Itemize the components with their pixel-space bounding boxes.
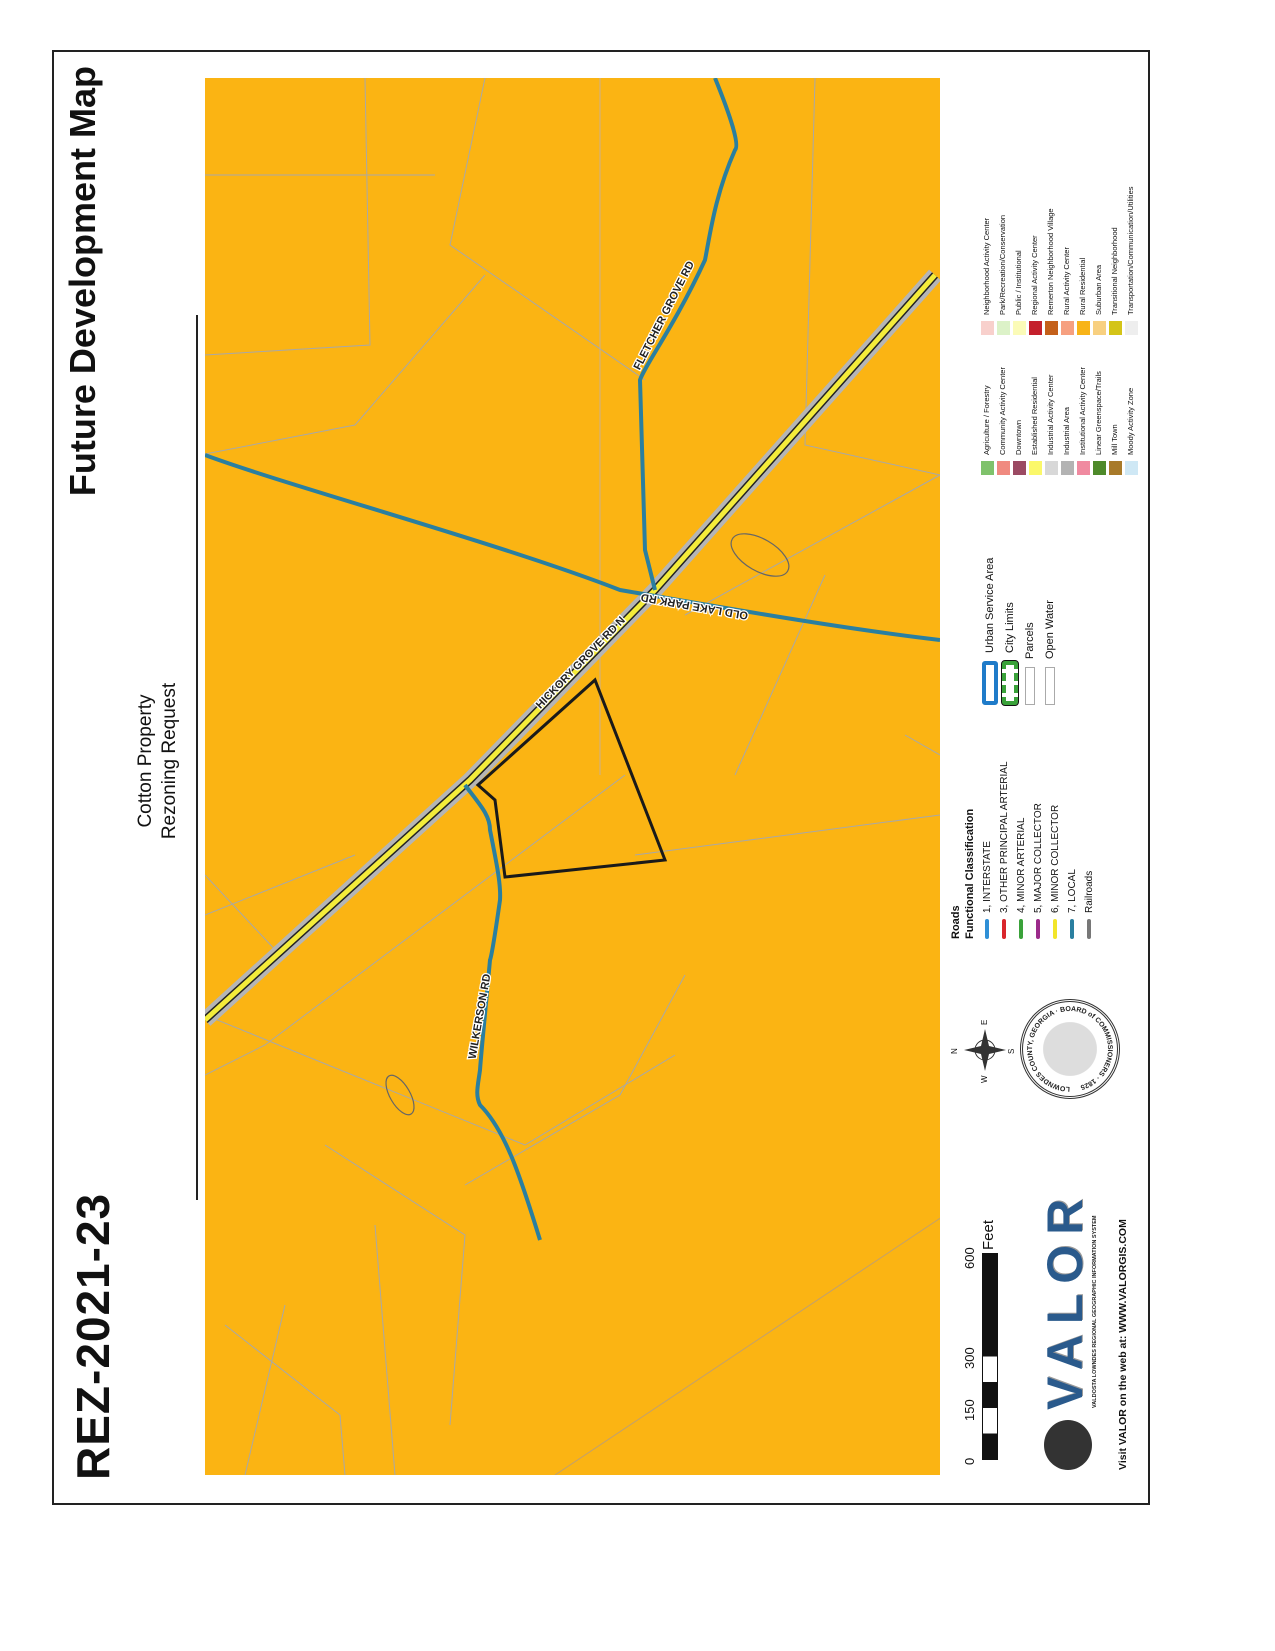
land-use-item bbox=[1044, 375, 1060, 475]
land-use-item bbox=[1092, 265, 1108, 335]
property-name: Cotton Property bbox=[135, 694, 156, 828]
land-use-label: Industrial Activity Center bbox=[1046, 374, 1055, 455]
land-use-item bbox=[1108, 227, 1124, 335]
map-canvas[interactable] bbox=[205, 78, 940, 1475]
road-class-label: 7, LOCAL bbox=[1067, 869, 1078, 913]
land-use-item bbox=[1076, 258, 1092, 335]
land-use-label: Public / Institutional bbox=[1014, 250, 1023, 315]
subject-parcel[interactable] bbox=[478, 680, 665, 877]
land-use-swatch bbox=[1077, 461, 1090, 475]
boundary-label: Urban Service Area bbox=[984, 557, 996, 653]
label-wilkerson: WILKERSON RD bbox=[466, 973, 494, 1060]
land-use-swatch bbox=[1045, 321, 1058, 335]
land-use-label: Downtown bbox=[1014, 419, 1023, 455]
road-old-lake-park[interactable] bbox=[205, 455, 940, 640]
road-class-label: Railroads bbox=[1084, 870, 1095, 913]
land-use-swatch bbox=[1093, 461, 1106, 475]
compass-rose-icon bbox=[950, 1019, 1016, 1083]
land-use-item bbox=[1028, 235, 1044, 335]
boundary-swatch bbox=[982, 661, 998, 705]
valor-logo-text: VALOR bbox=[1037, 1188, 1093, 1410]
title-rule bbox=[196, 315, 198, 1200]
road-line-swatch bbox=[1053, 919, 1057, 939]
land-use-swatch bbox=[1125, 461, 1138, 475]
land-use-item bbox=[1108, 424, 1124, 475]
scale-unit: Feet bbox=[980, 1219, 997, 1250]
label-hickory-grove: HICKORY GROVE RD N bbox=[533, 614, 628, 712]
land-use-swatch bbox=[1093, 321, 1106, 335]
road-class-item bbox=[1081, 709, 1098, 939]
land-use-item bbox=[1092, 371, 1108, 475]
land-use-item bbox=[1124, 186, 1140, 335]
road-line-swatch bbox=[1070, 919, 1074, 939]
land-use-legend-col2 bbox=[980, 135, 1145, 335]
boundary-legend bbox=[980, 505, 1060, 705]
boundary-item bbox=[980, 505, 1000, 705]
land-use-label: Regional Activity Center bbox=[1030, 235, 1039, 315]
land-use-label: Industrial Area bbox=[1062, 407, 1071, 455]
road-line-swatch bbox=[985, 919, 989, 939]
land-use-label: Rural Residential bbox=[1078, 257, 1087, 315]
road-class-item bbox=[979, 709, 996, 939]
boundary-item bbox=[1000, 505, 1020, 705]
valor-website-link[interactable]: Visit VALOR on the web at: WWW.VALORGIS.COM bbox=[1117, 1219, 1129, 1470]
road-class-label: 4, MINOR ARTERIAL bbox=[1016, 817, 1027, 913]
road-hickory-grove[interactable] bbox=[205, 275, 935, 1020]
road-class-label: 6, MINOR COLLECTOR bbox=[1050, 804, 1061, 913]
land-use-label: Agriculture / Forestry bbox=[982, 385, 991, 455]
land-use-label: Established Residential bbox=[1030, 377, 1039, 455]
boundary-label: Parcels bbox=[1024, 622, 1036, 659]
compass-s: S bbox=[1007, 1048, 1016, 1054]
land-use-swatch bbox=[981, 461, 994, 475]
land-use-label: Transportation/Communication/Utilities bbox=[1126, 186, 1135, 315]
label-fletcher-grove: FLETCHER GROVE RD bbox=[631, 259, 698, 373]
land-use-label: Institutional Activity Center bbox=[1078, 367, 1087, 455]
land-use-swatch bbox=[1061, 461, 1074, 475]
land-use-label: Park/Recreation/Conservation bbox=[998, 214, 1007, 315]
map-title: Future Development Map bbox=[62, 66, 103, 497]
land-use-swatch bbox=[1061, 321, 1074, 335]
road-class-item bbox=[1064, 709, 1081, 939]
boundary-swatch bbox=[1025, 667, 1035, 705]
pond bbox=[380, 1071, 419, 1119]
land-use-swatch bbox=[1077, 321, 1090, 335]
land-use-label: Rural Activity Center bbox=[1062, 247, 1071, 315]
land-use-label: Remerton Neighborhood Village bbox=[1046, 208, 1055, 315]
boundary-item bbox=[1040, 505, 1060, 705]
road-class-item bbox=[1030, 709, 1047, 939]
land-use-swatch bbox=[1109, 321, 1122, 335]
land-use-item bbox=[980, 385, 996, 475]
land-use-item bbox=[996, 367, 1012, 475]
scale-bar-graphic bbox=[982, 1253, 998, 1460]
land-use-label: Moody Activity Zone bbox=[1126, 387, 1135, 455]
roads-legend bbox=[950, 709, 1098, 939]
land-use-swatch bbox=[1109, 461, 1122, 475]
land-use-swatch bbox=[997, 461, 1010, 475]
svg-text:LOWNDES COUNTY, GEORGIA · BOAR bbox=[1027, 1006, 1113, 1092]
land-use-item bbox=[1028, 377, 1044, 475]
land-use-swatch bbox=[1125, 321, 1138, 335]
valor-logo bbox=[1036, 1170, 1106, 1470]
compass-n: N bbox=[950, 1048, 959, 1054]
land-use-swatch bbox=[1029, 321, 1042, 335]
land-use-swatch bbox=[1013, 461, 1026, 475]
request-type: Rezoning Request bbox=[159, 682, 180, 840]
land-use-item bbox=[980, 218, 996, 335]
land-use-label: Neighborhood Activity Center bbox=[982, 217, 991, 315]
compass-e: E bbox=[980, 1019, 989, 1025]
land-use-item bbox=[1012, 420, 1028, 475]
scale-tick: 300 bbox=[962, 1347, 977, 1369]
land-use-item bbox=[1044, 208, 1060, 335]
land-use-label: Mill Town bbox=[1110, 424, 1119, 455]
case-id-title: REZ-2021-23 bbox=[67, 1192, 119, 1480]
land-use-swatch bbox=[1045, 461, 1058, 475]
road-class-label: 3, OTHER PRINCIPAL ARTERIAL bbox=[999, 761, 1010, 913]
boundary-label: Open Water bbox=[1044, 600, 1056, 659]
seal-text: LOWNDES COUNTY, GEORGIA · BOARD of COMMISSIONERS · 1825 bbox=[1026, 1005, 1114, 1093]
land-use-swatch bbox=[1029, 461, 1042, 475]
boundary-swatch bbox=[1002, 661, 1018, 705]
land-use-swatch bbox=[997, 321, 1010, 335]
scale-tick: 150 bbox=[962, 1399, 977, 1421]
road-line-swatch bbox=[1002, 919, 1006, 939]
boundary-swatch bbox=[1045, 667, 1055, 705]
land-use-item bbox=[1060, 247, 1076, 335]
scale-tick: 0 bbox=[962, 1457, 977, 1465]
land-use-legend-col1 bbox=[980, 335, 1145, 475]
road-line-swatch bbox=[1019, 919, 1023, 939]
land-use-label: Linear Greenspace/Trails bbox=[1094, 371, 1103, 455]
county-seal bbox=[1020, 999, 1120, 1099]
land-use-item bbox=[1012, 250, 1028, 335]
valor-emblem-icon bbox=[1044, 1420, 1092, 1470]
land-use-label: Community Activity Center bbox=[998, 367, 1007, 455]
road-line-swatch bbox=[1087, 919, 1091, 939]
label-old-lake-park: OLD LAKE PARK RD bbox=[639, 590, 749, 622]
boundary-label: City Limits bbox=[1004, 602, 1016, 653]
land-use-item bbox=[1060, 407, 1076, 475]
land-use-item bbox=[1124, 388, 1140, 475]
parcel-lines bbox=[205, 78, 940, 1475]
land-use-item bbox=[1076, 367, 1092, 475]
boundary-item bbox=[1020, 505, 1040, 705]
land-use-label: Suburban Area bbox=[1094, 264, 1103, 315]
map-svg bbox=[205, 78, 940, 1475]
pond bbox=[724, 525, 795, 585]
road-class-item bbox=[996, 709, 1013, 939]
land-use-label: Transitional Neighborhood bbox=[1110, 227, 1119, 315]
road-class-item bbox=[1013, 709, 1030, 939]
roads-legend-subtitle: Functional Classification bbox=[964, 808, 976, 939]
road-class-label: 1, INTERSTATE bbox=[982, 841, 993, 913]
road-class-item bbox=[1047, 709, 1064, 939]
land-use-swatch bbox=[1013, 321, 1026, 335]
land-use-swatch bbox=[981, 321, 994, 335]
scale-tick: 600 bbox=[962, 1247, 977, 1269]
subtitle bbox=[134, 511, 182, 1011]
road-line-swatch bbox=[1036, 919, 1040, 939]
valor-logo-subtitle: VALDOSTA LOWNDES REGIONAL GEOGRAPHIC INFORMATION SYSTEM bbox=[1092, 1215, 1098, 1408]
roads-legend-title: Roads bbox=[950, 905, 962, 939]
scale-bar bbox=[958, 1205, 1018, 1465]
land-use-item bbox=[996, 215, 1012, 335]
compass-w: W bbox=[980, 1075, 989, 1083]
road-class-label: 5, MAJOR COLLECTOR bbox=[1033, 803, 1044, 913]
